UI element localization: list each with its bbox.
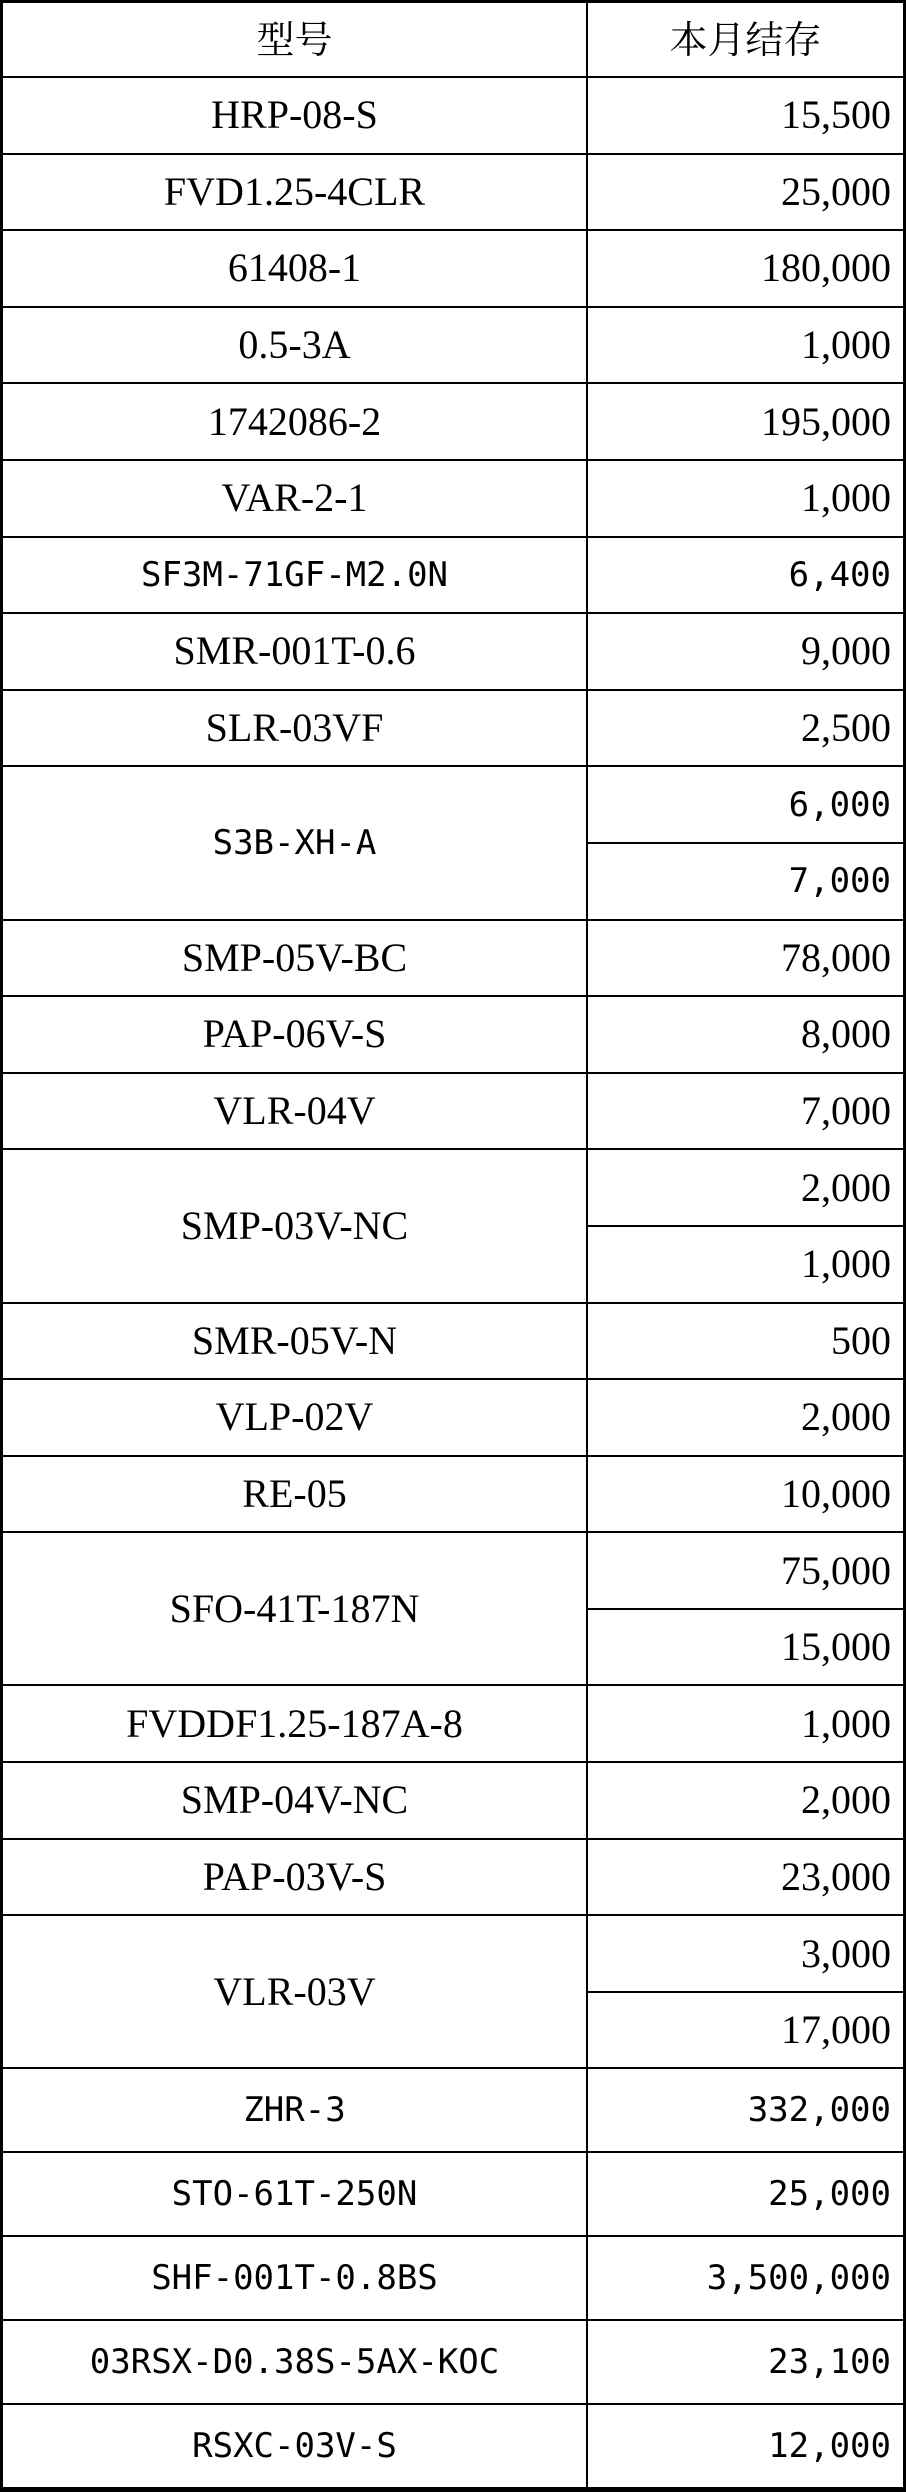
table-row <box>3 2068 903 2152</box>
model-cell: ZHR-3 <box>3 2068 587 2152</box>
model-cell: 61408-1 <box>3 230 587 307</box>
model-cell: VLR-04V <box>3 1073 587 1150</box>
model-column-header: 型号 <box>3 3 587 77</box>
model-cell: SMR-001T-0.6 <box>3 613 587 690</box>
table-row <box>3 460 903 537</box>
stock-cell: 15,500 <box>587 77 903 154</box>
model-cell: PAP-06V-S <box>3 996 587 1073</box>
stock-cell: 2,500 <box>587 690 903 767</box>
stock-cell: 7,000 <box>587 843 903 920</box>
model-cell: HRP-08-S <box>3 77 587 154</box>
table-row <box>3 2320 903 2404</box>
table-row <box>3 996 903 1073</box>
model-cell: SMR-05V-N <box>3 1303 587 1380</box>
table-row <box>3 1762 903 1839</box>
model-cell: SHF-001T-0.8BS <box>3 2236 587 2320</box>
model-cell: SLR-03VF <box>3 690 587 767</box>
model-cell: SF3M-71GF-M2.0N <box>3 537 587 614</box>
table-body <box>3 77 903 2488</box>
model-cell: RE-05 <box>3 1456 587 1533</box>
stock-cell: 78,000 <box>587 920 903 997</box>
stock-cell: 3,500,000 <box>587 2236 903 2320</box>
model-cell: 0.5-3A <box>3 307 587 384</box>
stock-cell: 2,000 <box>587 1149 903 1226</box>
table-row <box>3 1073 903 1150</box>
stock-cell: 6,000 <box>587 766 903 843</box>
model-cell: SMP-05V-BC <box>3 920 587 997</box>
table-row <box>3 766 903 843</box>
table-row <box>3 2152 903 2236</box>
table-row <box>3 1915 903 1992</box>
stock-cell: 2,000 <box>587 1762 903 1839</box>
stock-column-header: 本月结存 <box>587 3 903 77</box>
table-row <box>3 154 903 231</box>
model-cell: 03RSX-D0.38S-5AX-KOC <box>3 2320 587 2404</box>
model-cell: S3B-XH-A <box>3 766 587 919</box>
model-cell: RSXC-03V-S <box>3 2404 587 2488</box>
model-cell: FVDDF1.25-187A-8 <box>3 1685 587 1762</box>
model-cell: VLR-03V <box>3 1915 587 2068</box>
table-row <box>3 2404 903 2488</box>
stock-cell: 9,000 <box>587 613 903 690</box>
inventory-table <box>3 3 903 2489</box>
stock-cell: 180,000 <box>587 230 903 307</box>
stock-cell: 1,000 <box>587 1685 903 1762</box>
stock-cell: 15,000 <box>587 1609 903 1686</box>
model-cell: VLP-02V <box>3 1379 587 1456</box>
table-row <box>3 920 903 997</box>
header-row <box>3 3 903 77</box>
stock-cell: 3,000 <box>587 1915 903 1992</box>
stock-cell: 10,000 <box>587 1456 903 1533</box>
table-row <box>3 613 903 690</box>
stock-cell: 332,000 <box>587 2068 903 2152</box>
table-row <box>3 1303 903 1380</box>
table-row <box>3 1379 903 1456</box>
table-row <box>3 1685 903 1762</box>
stock-cell: 7,000 <box>587 1073 903 1150</box>
model-cell: FVD1.25-4CLR <box>3 154 587 231</box>
table-row <box>3 2236 903 2320</box>
stock-cell: 25,000 <box>587 2152 903 2236</box>
table-row <box>3 230 903 307</box>
model-cell: PAP-03V-S <box>3 1839 587 1916</box>
stock-cell: 1,000 <box>587 1226 903 1303</box>
stock-cell: 8,000 <box>587 996 903 1073</box>
stock-cell: 23,000 <box>587 1839 903 1916</box>
stock-cell: 195,000 <box>587 383 903 460</box>
stock-cell: 2,000 <box>587 1379 903 1456</box>
table-row <box>3 383 903 460</box>
table-row <box>3 537 903 614</box>
model-cell: SMP-03V-NC <box>3 1149 587 1302</box>
stock-cell: 1,000 <box>587 460 903 537</box>
stock-cell: 1,000 <box>587 307 903 384</box>
stock-cell: 6,400 <box>587 537 903 614</box>
stock-cell: 12,000 <box>587 2404 903 2488</box>
model-cell: STO-61T-250N <box>3 2152 587 2236</box>
table-row <box>3 1532 903 1609</box>
table-row <box>3 307 903 384</box>
table-row <box>3 1456 903 1533</box>
model-cell: 1742086-2 <box>3 383 587 460</box>
table-row <box>3 77 903 154</box>
model-cell: SFO-41T-187N <box>3 1532 587 1685</box>
table-row <box>3 1839 903 1916</box>
stock-cell: 75,000 <box>587 1532 903 1609</box>
model-cell: VAR-2-1 <box>3 460 587 537</box>
stock-cell: 25,000 <box>587 154 903 231</box>
stock-cell: 23,100 <box>587 2320 903 2404</box>
table-row <box>3 690 903 767</box>
stock-cell: 500 <box>587 1303 903 1380</box>
stock-cell: 17,000 <box>587 1992 903 2069</box>
model-cell: SMP-04V-NC <box>3 1762 587 1839</box>
table-row <box>3 1149 903 1226</box>
